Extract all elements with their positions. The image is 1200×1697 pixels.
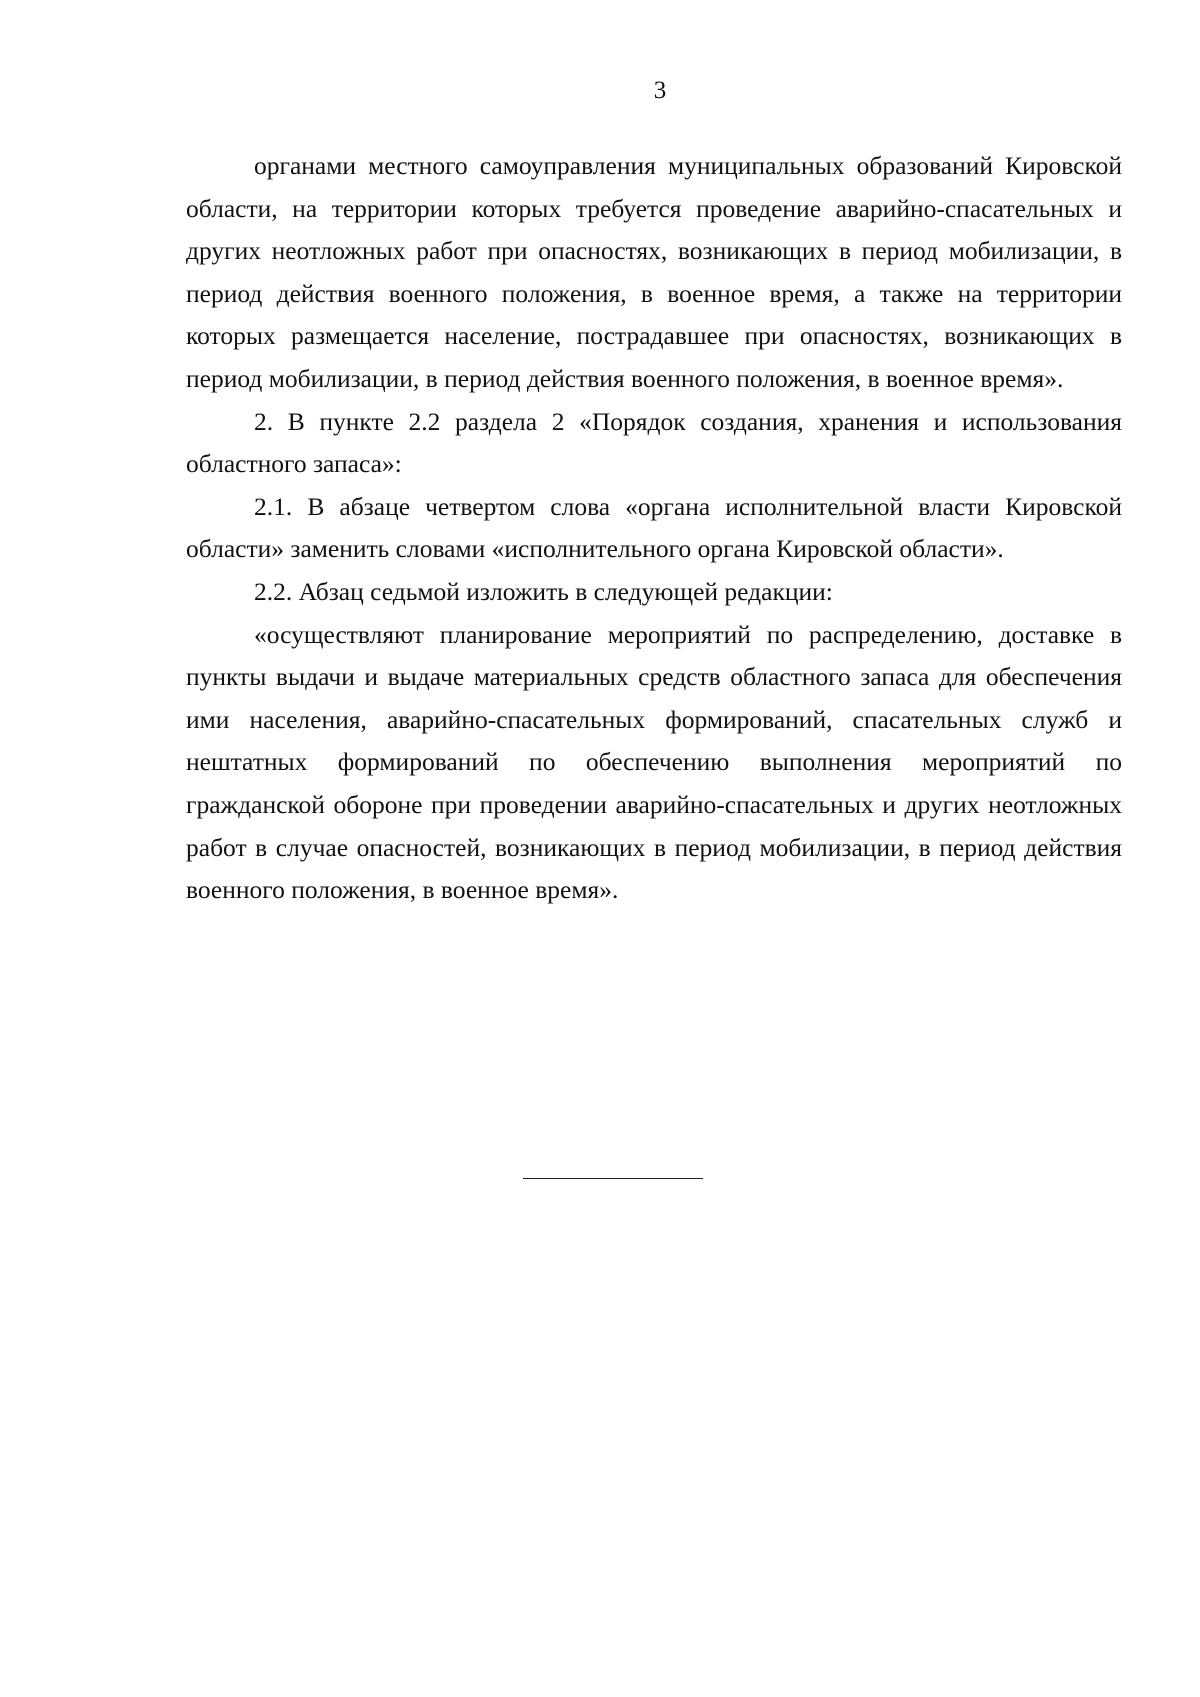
paragraph-new-wording: «осуществляют планирование мероприятий по распределению, доставке в пункты выдачи и выдаче материальных средств областного запаса для обеспечения ими населения, аварийно-спасательных формирований, спасательных служб и нештатных формирований по обеспечению выполнения мероприятий по гражданской обороне при проведении аварийно-спасательных и других неотложных работ в случае опасностей, возникающих в период мобилизации, в период действия военного положения, в военное время». bbox=[186, 619, 1122, 905]
paragraph-item-2-2: 2.2. Абзац седьмой изложить в следующей редакции: bbox=[254, 576, 833, 606]
paragraph-continuation: органами местного самоуправления муниципальных образований Кировской области, на территории которых требуется проведение аварийно-спасательных и других неотложных работ при опасностях, возникающих в период мобилизации, в период действия военного положения, в военное время, а также на территории которых размещается население, пострадавшее при опасностях, возникающих в период мобилизации, в период действия военного положения, в военное время». bbox=[186, 151, 1122, 393]
page-number: 3 bbox=[653, 77, 667, 104]
paragraph-item-2-1: 2.1. В абзаце четвертом слова «органа исполнительной власти Кировской области» заменить словами «исполнительного органа Кировской области». bbox=[186, 491, 1122, 564]
paragraph-item-2: 2. В пункте 2.2 раздела 2 «Порядок создания, хранения и использования областного запаса»: bbox=[186, 406, 1122, 479]
closing-divider-line bbox=[523, 1178, 703, 1179]
document-body bbox=[186, 145, 1122, 912]
